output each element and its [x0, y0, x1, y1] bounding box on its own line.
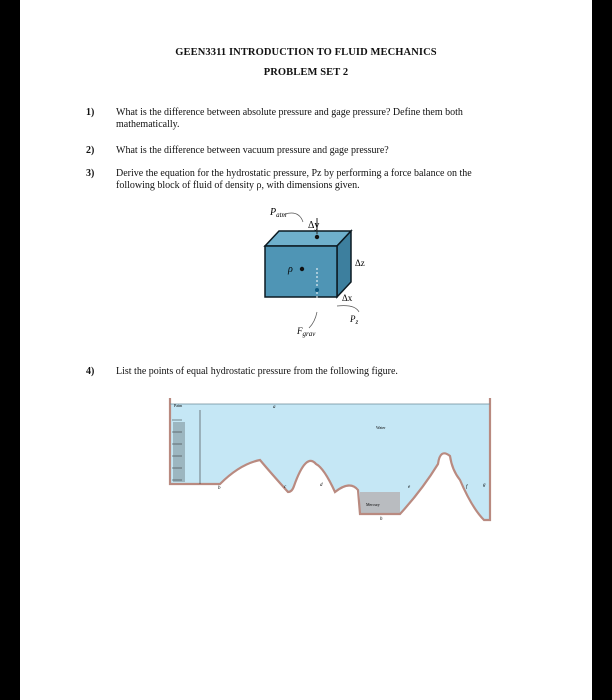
patm-arrow-head [315, 235, 319, 239]
point-e-label: e [408, 485, 411, 490]
question-4-number: 4) [86, 366, 95, 377]
question-4-text: List the points of equal hydrostatic pressure from the following figure. [116, 366, 398, 377]
fgrav-label: $F_{grav}$ [297, 326, 316, 338]
question-2-number: 2) [86, 145, 95, 156]
block-front-face [265, 246, 337, 297]
mercury-label: Mercury [366, 502, 380, 507]
question-3-text: Derive the equation for the hydrostatic pressure, Pz by performing a force balance on the following block of fluid of density ρ, with dimensions given. [116, 168, 472, 191]
point-b-label: b [218, 486, 221, 491]
rho-label: ρ [288, 264, 293, 275]
course-title: GEEN3311 INTRODUCTION TO FLUID MECHANICS [175, 47, 437, 58]
patm-leader [285, 213, 303, 222]
point-c-label: c [284, 485, 287, 490]
pz-label: $P_z$ [350, 314, 359, 326]
water-region [170, 404, 490, 520]
question-3-number: 3) [86, 168, 95, 179]
point-a-label: a [273, 405, 276, 410]
document-page [20, 0, 592, 700]
dz-label: Δz [355, 258, 365, 268]
question-1-text: What is the difference between absolute pressure and gage pressure? Define them both mathematically. [116, 107, 463, 130]
fgrav-leader [309, 312, 317, 328]
dy-label: Δy [308, 220, 320, 231]
fluid-block [265, 231, 351, 297]
ruler-marks [172, 420, 184, 482]
point-h-label: h [380, 517, 383, 522]
centroid-dot [300, 267, 304, 271]
point-g-label: g [483, 483, 486, 488]
question-1-number: 1) [86, 107, 95, 118]
patm-label: $P_{atm}$ [270, 207, 287, 219]
dx-label: Δx [342, 293, 353, 303]
point-d-label: d [320, 483, 323, 488]
water-label: Water [376, 425, 386, 430]
question-2-text: What is the difference between vacuum pressure and gage pressure? [116, 145, 389, 156]
patm-tank-label: Patm [174, 403, 183, 408]
problem-set-title: PROBLEM SET 2 [263, 67, 349, 78]
tank-figure [160, 392, 505, 527]
pz-leader [337, 306, 359, 312]
point-f-label: f [466, 485, 468, 490]
fluid-block-figure [245, 200, 395, 345]
gravity-point [315, 288, 319, 292]
